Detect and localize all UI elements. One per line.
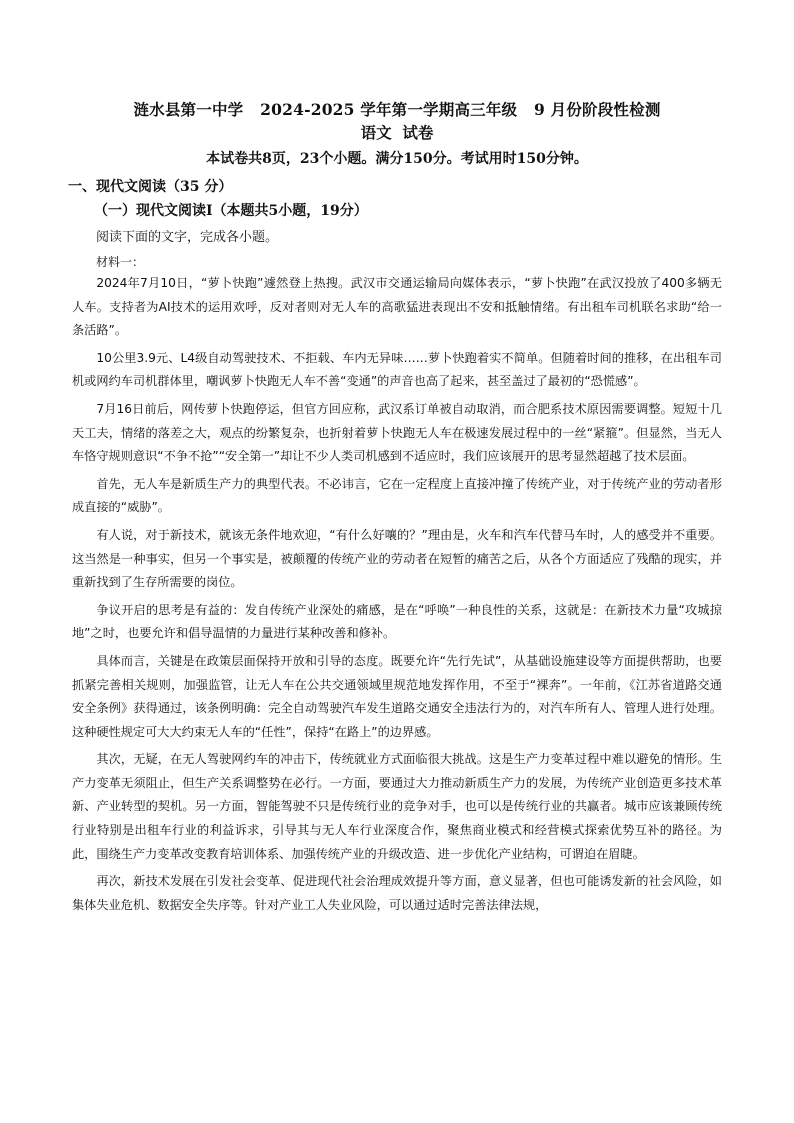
section-heading: 一、现代文阅读（35 分） [68, 179, 233, 195]
exam-info: 本试卷共8页，23个小题。满分150分。考试用时150分钟。 [206, 151, 588, 167]
paragraph: 再次，新技术发展在引发社会变革、促进现代社会治理成效提升等方面，意义显著，但也可能诱发新的社会风险，如集体失业危机、数据安全失序等。针对产业工人失业风险，可以通过适时完善法律法规， [72, 874, 722, 912]
paragraph: 首先，无人车是新质生产力的典型代表。不必讳言，它在一定程度上直接冲撞了传统产业，对于传统产业的劳动者形成直接的“威胁”。 [72, 476, 722, 515]
exam-subject: 语文 试卷 [360, 123, 434, 142]
paragraph: 2024年7月10日，“萝卜快跑”遽然登上热搜。武汉市交通运输局向媒体表示，“萝卜快跑”在武汉投放了400多辆无人车。支持者为AI技术的运用欢呼，反对者则对无人车的高歌猛进表现出不安和抵触情绪。有出租车司机联名求助“给一条活路”。 [72, 276, 722, 338]
section-subheading: （一）现代文阅读Ⅰ（本题共5小题，19分） [94, 203, 368, 219]
paragraph: 10公里3.9元、L4级自动驾驶技术、不拒载、车内无异味……萝卜快跑着实不简单。但随着时间的推移，在出租车司机或网约车司机群体里，嘲讽萝卜快跑无人车不善“变通”的声音也高了起来，甚至盖过了最初的“恐慌感”。 [72, 350, 722, 389]
paragraph: 7月16日前后，网传萝卜快跑停运，但官方回应称，武汉系订单被自动取消，而合肥系技术原因需要调整。短短十几天工夫，情绪的落差之大，观点的纷繁复杂，也折射着萝卜快跑无人车在极速发展过程中的一丝“紧箍”。但显然，当无人车恪守规则意识“不争不抢”“安全第一”却让不少人类司机感到不适应时，我们应该展开的思考显然超越了技术层面。 [72, 401, 722, 464]
exam-title: 涟水县第一中学 2024-2025 学年第一学期高三年级 9 月份阶段性检测 [133, 100, 661, 119]
passage-body [72, 272, 722, 921]
material-label: 材料一： [96, 255, 145, 269]
paragraph: 其次，无疑，在无人驾驶网约车的冲击下，传统就业方式面临很大挑战。这是生产力变革过程中难以避免的情形。生产力变革无须阻止，但生产关系调整势在必行。一方面，要通过大力推动新质生产力的发展，为传统产业创造更多技术革新、产业转型的契机。另一方面，智能驾驶不只是传统行业的竞争对手，也可以是传统行业的共赢者。城市应该兼顾传统行业特别是出租车行业的利益诉求，引导其与无人车行业深度合作，聚焦商业模式和经营模式探索优势互补的路径。为此，围绕生产力变革改变教育培训体系、加强传统产业的升级改造、进一步优化产业结构，可谓迫在眉睫。 [72, 752, 722, 861]
paragraph: 有人说，对于新技术，就该无条件地欢迎，“有什么好嚷的？”理由是，火车和汽车代替马车时，人的感受并不重要。这当然是一种事实，但另一个事实是，被颠覆的传统产业的劳动者在短暂的痛苦之后，从各个方面适应了残酷的现实，并重新找到了生存所需要的岗位。 [72, 527, 722, 590]
paragraph: 具体而言，关键是在政策层面保持开放和引导的态度。既要允许“先行先试”，从基础设施建设等方面提供帮助，也要抓紧完善相关规则，加强监管，让无人车在公共交通领域里规范地发挥作用，不至于“裸奔”。一年前，《江苏省道路交通安全条例》获得通过，该条例明确：完全自动驾驶汽车发生道路交通安全违法行为的，对汽车所有人、管理人进行处理。这种硬性规定可大大约束无人车的“任性”，保持“在路上”的边界感。 [72, 653, 722, 739]
paragraph: 争议开启的思考是有益的：发自传统产业深处的痛感，是在“呼唤”一种良性的关系，这就是：在新技术力量“攻城掠地”之时，也要允许和倡导温情的力量进行某种改善和修补。 [72, 602, 722, 641]
reading-instruction: 阅读下面的文字，完成各小题。 [96, 230, 279, 245]
